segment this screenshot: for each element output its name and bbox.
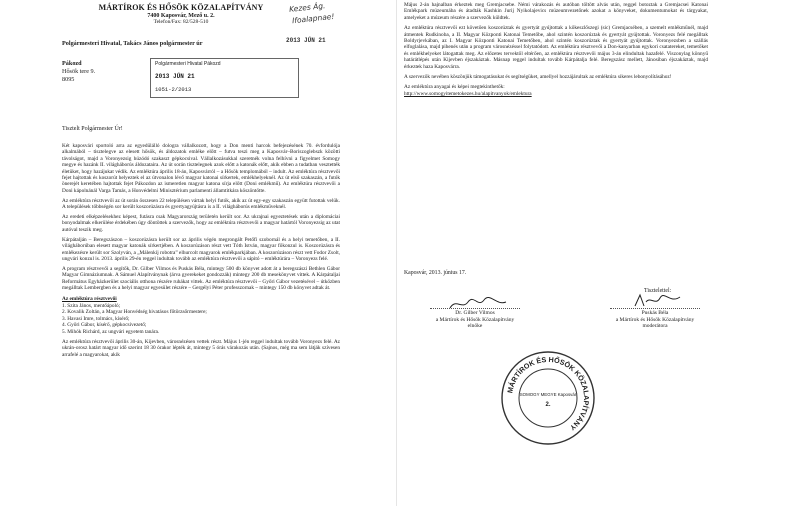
signatory-name: Puskás Béla (610, 308, 700, 317)
recipient-town: Pákozd (62, 60, 82, 67)
participant-item: 3. Havasi Imre, tolmács, kísérő; (62, 315, 130, 322)
paragraph: A szervezők nevében köszönjük támogatásukat és segítségüket, amellyel hozzájárultak az emléktúra sikeres lebonyolításához! (404, 74, 672, 81)
page-divider (396, 0, 397, 506)
paragraph: Az emléktúra résztvevői ezt követően koszorúztak és gyertyát gyújtottak a kőkeszlőszegi (sic) Gremjacsében, a szemelt emlékműnél, majd átmentek Rudkinoba, a II. Magyar Központi Katonai Temetőbe, ahol szintén koszorúztak és gyertyát gyújtottak. Voronyezs felé megálltak Boldyrjevkában, az I. Magyar Központi Katonai Temetőben, ahol szintén koszorúztak és gyertyát gyújtottak. Voronyezsben a szállás elfoglalása, majd pihenés után a program városnézéssel folytatódott. Az emléktúra résztvevői a Don-kanyarban egykori csatatereket, temetőket és emlékhelyeket látogattak meg. Az előzetes tervektől eltérően, az emléktúra résztvevői május 3-án elindultak hazafelé. Viszonylag könnyű határátlépés után Kijevben éjszakáztak. Másnap reggel indultak tovább Kárpátalja felé. Beregszász mellett, Jánosiban éjszakáztak, majd érkeztek haza Kaposvárra. (404, 25, 708, 70)
recipient-street: Hősök tere 9. (62, 68, 96, 75)
participant-item: 5. Mihók Richárd, az ungvári egyetem tanára. (62, 328, 160, 335)
right-body (404, 2, 708, 101)
signatory-org: a Mártírok és Hősök Közalapítvány (435, 316, 515, 323)
participant-item: 4. Győri Gábor, kísérő, gépkocsivezető; (62, 322, 147, 329)
left-body (62, 143, 340, 362)
signatory-role: elnöke (467, 323, 483, 330)
signatory-2 (600, 308, 710, 330)
registry-date: 2013 JÚN 21 (155, 73, 195, 80)
greeting: Tisztelt Polgármester Úr! (62, 126, 123, 132)
signatory-role: moderátora (642, 323, 668, 330)
paragraph: Az eredeti elképzelésekhez képest, futásra csak Magyarország területén került sor. Az ukrajnai egyeztetések után a diplomáciai bonyodalmak elkerülése érdekében úgy döntöttek a szervezők, hogy az emléktúra résztvevői a magyar határtól Voronyezsig az utat autóval teszik meg. (62, 214, 340, 233)
handwritten-note-line1: Kezes Ág. (288, 1, 326, 14)
received-date-stamp: 2013 JÚN 21 (286, 37, 326, 44)
gallery-link[interactable]: http://www.somogyitemetokezes.hu/alapitvanyok/emlektura (404, 90, 532, 97)
seal-number: 2. (545, 402, 551, 408)
paragraph: Az emléktúra anyagai és képei megtekinthetők: (404, 84, 505, 91)
participant-item: 1. Szita János, mentőápoló; (62, 302, 121, 309)
registry-header: Polgármesteri Hivatal Pákozd (155, 61, 221, 67)
org-address: 7400 Kaposvár, Mező u. 2. (147, 13, 215, 19)
right-page (400, 0, 800, 506)
paragraph: Két kaposvári sportoló arra az egyedülálló dologra vállalkozott, hogy a Don menti harcok befejezésének 70. évfordulója alkalmából – tisztelegve az elesett hősök, és áldozatok emléke előtt – futva teszi meg a Kaposvár–Boriszoglebszk közötti távolságot, majd a Voronyezsig húzódó szakaszt gépkocsival. Vállalkozásukkal szeretnék volna felhívni a figyelmet Somogy megye és hazánk II. világháborús áldozataira. Az út során tisztelegnek azok előtt a katonák előtt, akik ebben a tudatban vesztették életüket, hogy hazájukat védik. Az emléktúra április 18-án, Kaposvárról – a Hősök templomából – indult. Az emléktúra résztvevői fejet hajtottak és koszorút helyeztek el az útvonalon lévő magyar katonai sírkertek, emlékhelyeknél. Az út első szakaszán, a futók önerejét keretében hajtottak fejet Pákozdon az ismeretlen magyar katona sírja előtt (Doni emlékmű). Az emléktúra résztvevői a Doni kápolnánál Varga Tamás, a Honvédelmi Minisztérium parlamenti államtitkára köszöntötte. (62, 143, 340, 194)
paragraph: Május 2-án hajnalban érkeztek meg Gremjacsebe. Némi várakozás és autóban töltött alvás után, reggel botoztak a Gremjacsei Katonai Emlékpark múzeumába és átadták Kashkin Jurij Nyikolajevics múzeumvezetőnek azokat a könyveket, dokumentumokat és tárgyakat, amelyeket a múzeum részére a szervezők küldtek. (404, 2, 708, 21)
org-phone: Telefon/Fax: 82/528-510 (153, 19, 209, 25)
place-date: Kaposvár, 2013. június 17. (404, 270, 467, 276)
recipient-zip: 8095 (62, 76, 75, 83)
paragraph: Kárpátalján – Beregszászon – koszorúzásra került sor az április végén megrongált Petőfi szobornál és a helyi temetőben, a II. világháborúban elesett magyar katonák sírkertjében. A koszorúzáson részt vett Tóth István, magyar főkonzul is. Koszorúzásra és emlékezésre került sor Szolyván, a „Málenkij robotra” elhurcolt magyarok emlékparkjában. A koszorúzáson részt vett Fodor Zsolt, ungvári konzul is. 2013. április 29-én reggel indultak tovább az emléktúra résztvevői a sápitó – emléktúrára – Voronyezs felé. (62, 236, 340, 262)
paragraph: Az emléktúra résztvevői április 30-án, Kijevben, városnézésen vettek részt. Május 1-jén reggel indultak tovább Voronyezs felé. Az ukrán-orosz határt magyar idő szerint 18 30 órakor lépték át, mintegy 5 órás várakozás után. (Sajnos, még ma sem látják szívesen arrafelé a magyarokat, akik (62, 338, 340, 358)
handwritten-note-line2: Ifoalapnae! (291, 11, 335, 26)
signatory-name: Dr. Gilber Vilmos (430, 308, 520, 317)
recipient-line: Polgármesteri Hivatal, Takács János polgármester úr (62, 40, 203, 47)
registry-stamp (150, 58, 299, 98)
seal-center-text: SOMOGY MEGYE Kaposvár (519, 392, 577, 397)
registry-number: 1051-2/2013 (155, 86, 192, 93)
signatory-org: a Mártírok és Hősök Közalapítvány (615, 316, 695, 323)
org-name: MÁRTÍROK ÉS HŐSÖK KÖZALAPÍTVÁNY (98, 3, 264, 12)
participant-item: 2. Kovalik Zoltán, a Magyar Honvédség hivatásos főtörzsőrmestere; (62, 309, 207, 316)
left-page (0, 0, 395, 506)
participants-header: Az emléktúra résztvevői (62, 295, 117, 302)
paragraph: Az emléktúra résztvevői az út során összesen 22 településen vártak helyi futók, akik az út egy-egy szakaszán együtt futottak velük. A települések többségén sor került koszorúzásra és gyertyagyújtásra is a II. világháborús emlékműveknél. (62, 197, 340, 211)
letterhead (96, 3, 266, 25)
signatory-1 (420, 308, 530, 330)
seal-ring-text: MÁRTÍROK ÉS HŐSÖK KÖZALAPÍTVÁNY (505, 354, 592, 433)
foundation-seal (500, 350, 596, 446)
paragraph: A program résztvevői a segítők, Dr. Gilber Vilmos és Puskás Béla, mintegy 500 db könyvet adott át a beregszászi Bethlen Gábor Magyar Gimnáziumnak. A Sámuel Alapítványnak (árva gyerekeket gondozzák) mintegy 200 db mesekönyvet vittek. A Kárpátaljai Református Egyházkerület szociális otthona részére ruhákat vittek. Az emléktúra résztvevői – Győri Gábor vezetésével – útközben megálltak Lembergben és a helyi magyar egyesület részére – Gergélyi Péter professzornak – mintegy 150 db könyvet adtak át. (62, 265, 340, 292)
closing: Tisztelettel: (644, 288, 672, 294)
